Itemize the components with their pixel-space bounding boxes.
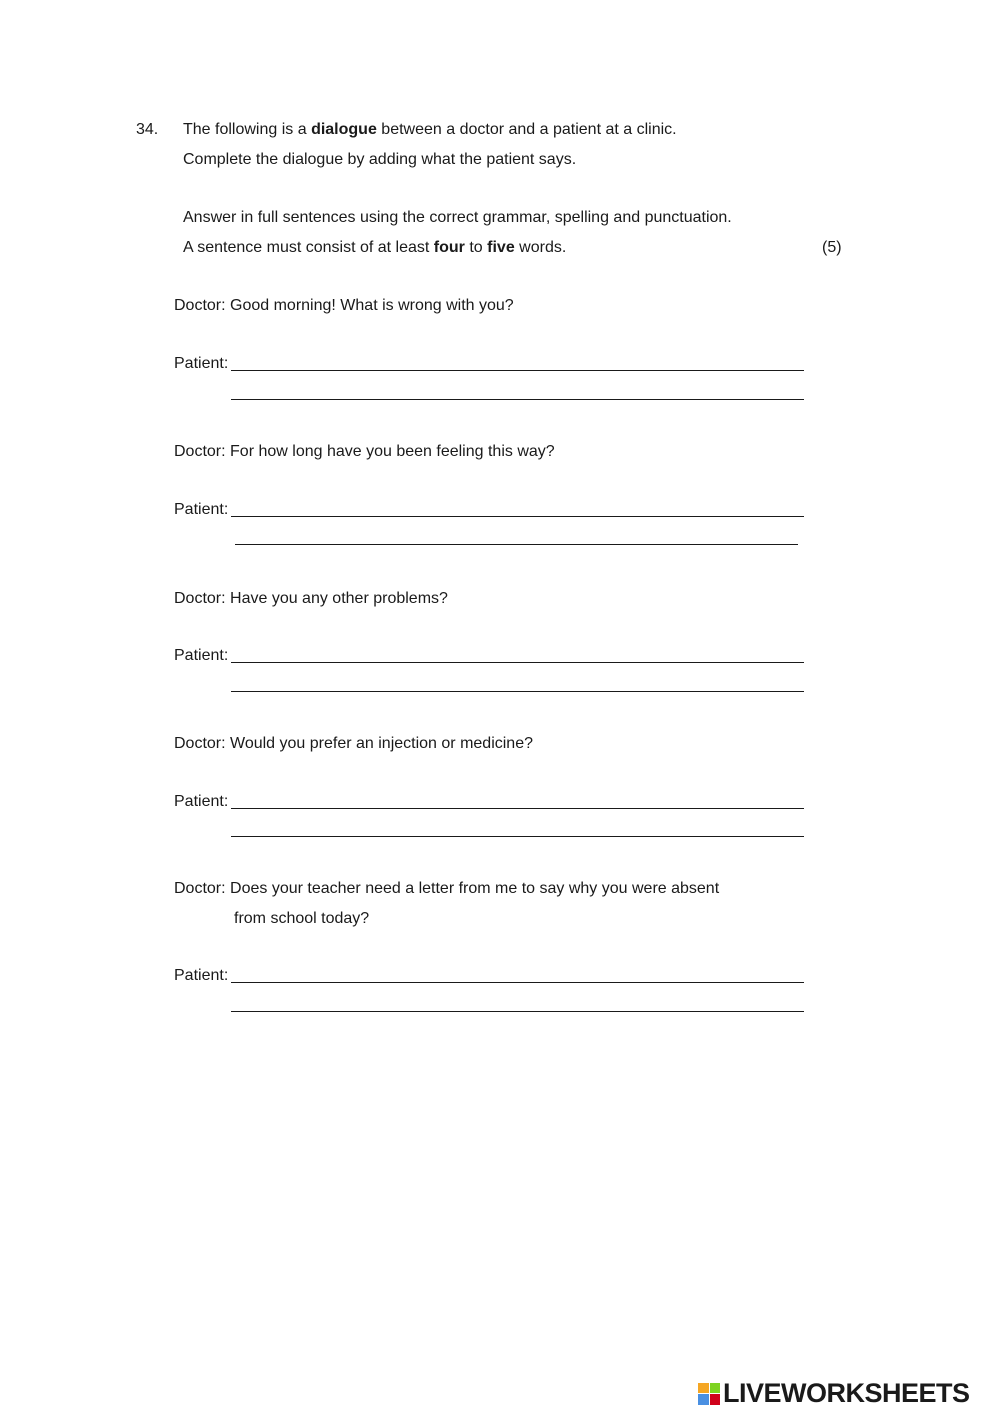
answer-line-4b[interactable] [231,836,804,837]
answer-line-1b[interactable] [231,399,804,400]
doctor-line-5 [174,880,719,928]
patient-label-4: Patient: [174,793,229,810]
answer-line-3a[interactable] [231,662,804,663]
answer-line-2b[interactable] [235,544,798,545]
intro-bold-dialogue: dialogue [311,121,377,138]
instruction-line-1: Answer in full sentences using the correct grammar, spelling and punctuation. [183,209,732,226]
instruction-text-b: to [464,239,488,256]
liveworksheets-logo[interactable] [698,1378,970,1409]
intro-text-pre: The following is a [183,121,312,138]
doctor-line-1: Doctor: Good morning! What is wrong with you? [174,297,514,314]
doctor-line-2: Doctor: For how long have you been feeling this way? [174,443,555,460]
doctor-line-4: Doctor: Would you prefer an injection or medicine? [174,735,533,752]
doctor-line-3: Doctor: Have you any other problems? [174,590,448,607]
logo-square-4 [710,1394,721,1405]
logo-square-2 [710,1383,721,1394]
instruction-text-a: A sentence must consist of at least [183,239,434,256]
logo-square-3 [698,1394,709,1405]
intro-line-2: Complete the dialogue by adding what the patient says. [183,151,577,168]
answer-line-4a[interactable] [231,808,804,809]
marks-allocation: (5) [822,239,842,256]
instruction-line-2 [183,239,566,257]
doctor-line-5-text: Doctor: Does your teacher need a letter from me to say why you were absent [174,880,720,897]
instruction-text-c: words. [514,239,567,256]
instruction-bold-four: four [433,239,465,256]
question-number: 34. [136,121,159,138]
instruction-bold-five: five [487,239,515,256]
answer-line-3b[interactable] [231,691,804,692]
answer-line-5a[interactable] [231,982,804,983]
answer-line-1a[interactable] [231,370,804,371]
doctor-line-5-continuation: from school today? [234,910,370,927]
intro-line-1 [183,121,677,139]
patient-label-2: Patient: [174,501,229,518]
answer-line-5b[interactable] [231,1011,804,1012]
logo-square-1 [698,1383,709,1394]
intro-text-post: between a doctor and a patient at a clinic. [376,121,677,138]
liveworksheets-brand-text: LIVEWORKSHEETS [723,1378,970,1408]
patient-label-5: Patient: [174,967,229,984]
liveworksheets-logo-icon [698,1383,720,1405]
patient-label-1: Patient: [174,355,229,372]
answer-line-2a[interactable] [231,516,804,517]
patient-label-3: Patient: [174,647,229,664]
